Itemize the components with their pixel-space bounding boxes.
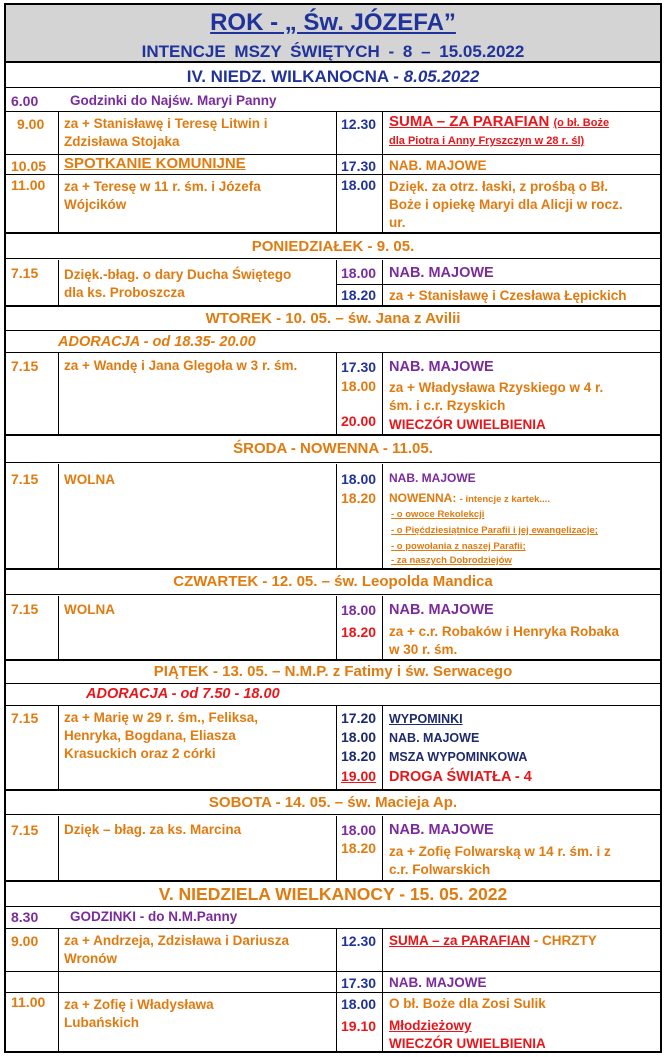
thursday-intention-r-b: w 30 r. śm. bbox=[389, 642, 458, 657]
friday-msza-wypominkowa: MSZA WYPOMINKOWA bbox=[389, 750, 528, 764]
monday-intention-b: dla ks. Proboszcza bbox=[64, 285, 185, 300]
thursday-time-3: 18.20 bbox=[341, 624, 377, 640]
monday-time-2: 18.00 bbox=[341, 265, 377, 281]
tuesday-time-3: 18.00 bbox=[341, 378, 377, 394]
day-title-wednesday: ŚRODA - NOWENNA - 11.05. bbox=[6, 436, 660, 463]
tuesday-uwielbienie: WIECZÓR UWIELBIENIA bbox=[389, 417, 546, 432]
sunday2-time-1: 9.00 bbox=[11, 933, 39, 949]
day-title-sunday1: IV. NIEDZ. WILKANOCNA - 8.05.2022 bbox=[6, 66, 660, 88]
wednesday-item-4: - za naszych Dobrodziejów bbox=[391, 555, 512, 566]
sunday1-time-2: 10.05 bbox=[11, 158, 47, 174]
sunday2-time-2r: 17.30 bbox=[341, 975, 377, 991]
friday-droga-swiatla: DROGA ŚWIATŁA - 4 bbox=[389, 769, 532, 785]
sunday1-godzinki-time: 6.00 bbox=[11, 93, 39, 109]
friday-wypominki: WYPOMINKI bbox=[389, 712, 463, 726]
day-title-thursday: CZWARTEK - 12. 05. – św. Leopolda Mandica bbox=[6, 570, 660, 595]
friday-nab: NAB. MAJOWE bbox=[389, 731, 480, 745]
sunday1-time-1r: 12.30 bbox=[341, 116, 377, 132]
sunday1-intention-3r-a: Dzięk. za otrz. łaski, z prośbą o Bł. bbox=[389, 179, 609, 194]
sunday1-intention-3a: za + Teresę w 11 r. śm. i Józefa bbox=[64, 179, 261, 194]
sunday1-godzinki-text: Godzinki do Najśw. Maryi Panny bbox=[70, 93, 277, 108]
thursday-intention-r-a: za + c.r. Robaków i Henryka Robaka bbox=[389, 624, 619, 639]
sunday1-intention-1a: za + Stanisławę i Teresę Litwin i bbox=[64, 116, 268, 131]
sunday1-intention-3r-b: Boże i opiekę Maryi dla Alicji w rocz. bbox=[389, 197, 623, 212]
thursday-intention: WOLNA bbox=[64, 602, 115, 617]
day-title-monday: PONIEDZIAŁEK - 9. 05. bbox=[6, 234, 660, 259]
sunday2-suma: SUMA – za PARAFIAN - CHRZTY bbox=[389, 933, 597, 948]
sunday2-time-4r: 19.10 bbox=[341, 1018, 377, 1034]
sunday2-mlodziezowy: Młodzieżowy bbox=[389, 1018, 472, 1033]
monday-intention-a: Dzięk.-błag. o dary Ducha Świętego bbox=[64, 267, 292, 282]
monday-intention-r: za + Stanisławę i Czesława Łępickich bbox=[389, 288, 627, 303]
friday-time: 7.15 bbox=[11, 710, 39, 726]
sunday2-intention-3r: O bł. Boże dla Zosi Sulik bbox=[389, 996, 546, 1011]
saturday-time: 7.15 bbox=[11, 822, 39, 838]
tuesday-nab: NAB. MAJOWE bbox=[389, 359, 494, 375]
sunday2-time-3: 11.00 bbox=[11, 994, 46, 1010]
wednesday-time-3: 18.20 bbox=[341, 490, 377, 506]
friday-time-4: 18.20 bbox=[341, 748, 377, 764]
schedule-sheet bbox=[4, 3, 662, 1053]
monday-nab: NAB. MAJOWE bbox=[389, 265, 494, 281]
sunday2-intention-3b: Lubańskich bbox=[64, 1015, 140, 1030]
wednesday-item-1: - o owoce Rekolekcji bbox=[391, 509, 485, 520]
saturday-intention-r-b: c.r. Folwarskich bbox=[389, 862, 491, 877]
thursday-nab: NAB. MAJOWE bbox=[389, 602, 494, 618]
page-title: ROK - „ Św. JÓZEFA” bbox=[210, 9, 456, 36]
sunday1-time-3r: 18.00 bbox=[341, 177, 377, 193]
sunday2-intention-3a: za + Zofię i Władysława bbox=[64, 997, 214, 1012]
sunday1-time-2r: 17.30 bbox=[341, 158, 377, 174]
day-title-tuesday: WTOREK - 10. 05. – św. Jana z Avilii bbox=[6, 307, 660, 331]
header bbox=[6, 5, 660, 63]
wednesday-time: 7.15 bbox=[11, 471, 39, 487]
saturday-intention-r-a: za + Zofię Folwarską w 14 r. śm. i z bbox=[389, 844, 611, 859]
sunday1-intention-1b: Zdzisława Stojaka bbox=[64, 134, 180, 149]
tuesday-intention-r-b: śm. i c.r. Rzyskich bbox=[389, 398, 506, 413]
day-title-sunday2: V. NIEDZIELA WIELKANOCY - 15. 05. 2022 bbox=[6, 882, 660, 907]
thursday-time-2: 18.00 bbox=[341, 602, 377, 618]
wednesday-intention: WOLNA bbox=[64, 472, 115, 487]
friday-time-2: 17.20 bbox=[341, 710, 377, 726]
wednesday-nab: NAB. MAJOWE bbox=[389, 471, 476, 485]
friday-intention-b: Henryka, Bogdana, Eliasza bbox=[64, 728, 236, 743]
sunday2-intention-1b: Wronów bbox=[64, 951, 117, 966]
tuesday-intention-r-a: za + Władysława Rzyskiego w 4 r. bbox=[389, 380, 604, 395]
tuesday-time: 7.15 bbox=[11, 358, 39, 374]
sunday1-intention-3r-c: ur. bbox=[389, 215, 406, 230]
sunday2-intention-1a: za + Andrzeja, Zdzisława i Dariusza bbox=[64, 933, 289, 948]
wednesday-time-2: 18.00 bbox=[341, 471, 377, 487]
sunday2-godzinki-time: 8.30 bbox=[11, 909, 39, 925]
wednesday-nowenna: NOWENNA: - intencje z kartek.... bbox=[389, 491, 550, 505]
page-subtitle: INTENCJE MSZY ŚWIĘTYCH - 8 – 15.05.2022 bbox=[141, 42, 525, 61]
sunday1-time-3: 11.00 bbox=[11, 177, 46, 193]
sunday1-time-1: 9.00 bbox=[17, 116, 45, 132]
sunday1-suma-note: dla Piotra i Anny Fryszczyn w 28 r. śl) bbox=[389, 135, 585, 147]
tuesday-time-4: 20.00 bbox=[341, 413, 377, 429]
day-title-saturday: SOBOTA - 14. 05. – św. Macieja Ap. bbox=[6, 791, 660, 815]
wednesday-item-2: - o Pięćdziesiątnice Parafii i jej ewangelizacje; bbox=[391, 525, 598, 536]
tuesday-time-2: 17.30 bbox=[341, 359, 377, 375]
tuesday-adoracja: ADORACJA - od 18.35- 20.00 bbox=[58, 334, 256, 350]
sunday2-godzinki-text: GODZINKI - do N.M.Panny bbox=[70, 909, 238, 924]
saturday-time-2: 18.00 bbox=[341, 822, 377, 838]
saturday-intention: Dzięk – błag. za ks. Marcina bbox=[64, 822, 242, 837]
tuesday-intention: za + Wandę i Jana Glegoła w 3 r. śm. bbox=[64, 358, 298, 373]
wednesday-item-3: - o powołania z naszej Parafii; bbox=[391, 541, 526, 552]
saturday-nab: NAB. MAJOWE bbox=[389, 822, 494, 838]
day-title-friday: PIĄTEK - 13. 05. – N.M.P. z Fatimy i św. Serwacego bbox=[6, 661, 660, 684]
sunday1-intention-3b: Wójcików bbox=[64, 197, 127, 212]
saturday-time-3: 18.20 bbox=[341, 840, 377, 856]
friday-time-3: 18.00 bbox=[341, 729, 377, 745]
sunday1-spotkanie: SPOTKANIE KOMUNIJNE bbox=[64, 155, 246, 172]
sunday1-suma: SUMA – ZA PARAFIAN (o bł. Boże bbox=[389, 113, 610, 130]
sunday2-uwielbienie: WIECZÓR UWIELBIENIA bbox=[389, 1036, 546, 1051]
sunday2-nab: NAB. MAJOWE bbox=[389, 975, 487, 990]
monday-time-3: 18.20 bbox=[341, 287, 377, 303]
friday-adoracja: ADORACJA - od 7.50 - 18.00 bbox=[86, 686, 280, 702]
thursday-time: 7.15 bbox=[11, 601, 39, 617]
sunday2-time-3r: 18.00 bbox=[341, 996, 377, 1012]
sunday2-time-1r: 12.30 bbox=[341, 933, 377, 949]
sunday1-nab: NAB. MAJOWE bbox=[389, 158, 487, 173]
friday-intention-a: za + Marię w 29 r. śm., Feliksa, bbox=[64, 710, 258, 725]
friday-intention-c: Krasuckich oraz 2 córki bbox=[64, 746, 216, 761]
friday-time-5: 19.00 bbox=[341, 768, 377, 784]
monday-time: 7.15 bbox=[11, 265, 39, 281]
